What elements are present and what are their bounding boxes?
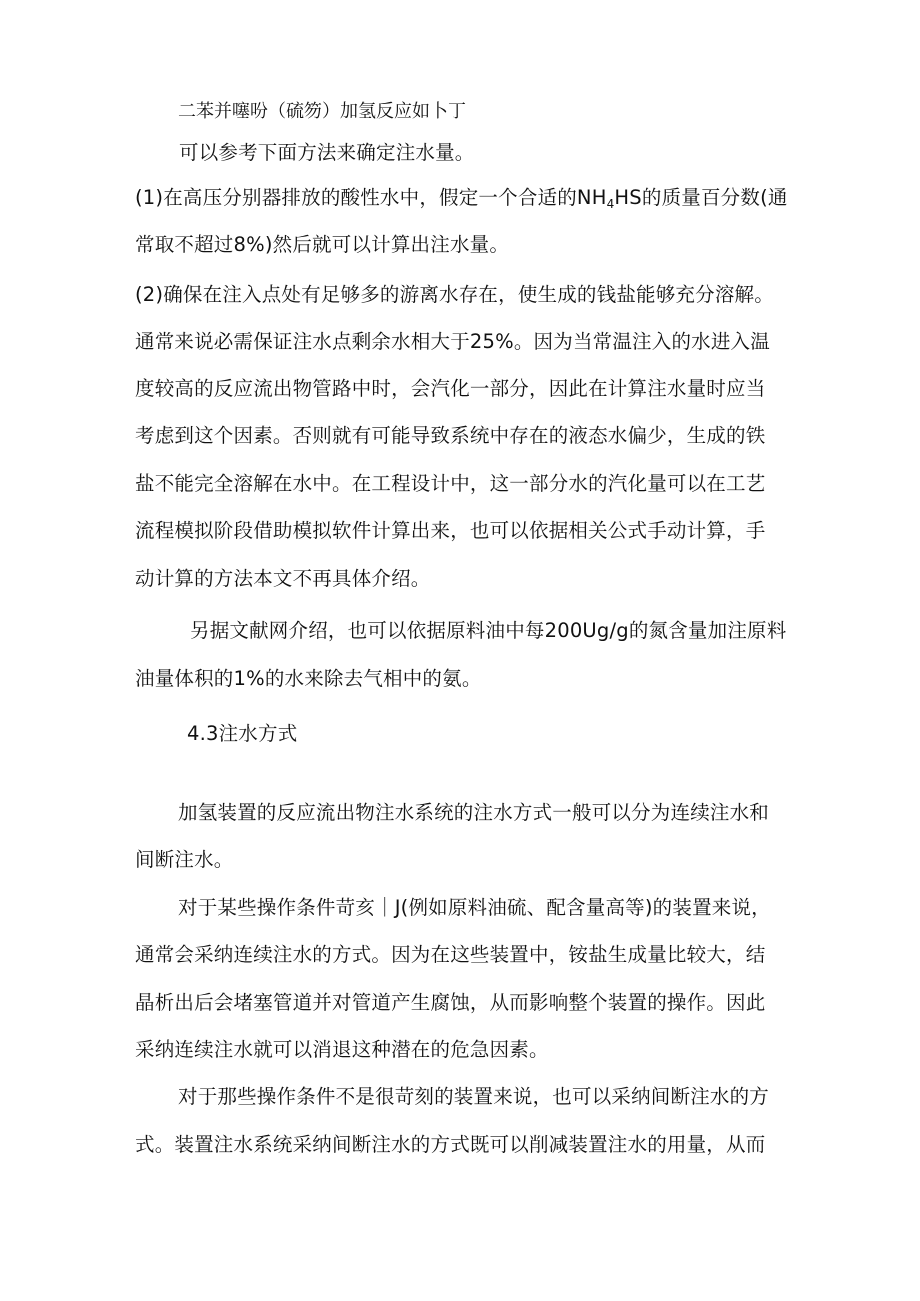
item-1-text-b: HS的质量百分数(通 [614,186,788,209]
section-heading: 4.3注水方式 [187,722,298,745]
ammonia-para-line-2: 油量体积的1%的水来除去气相中的氨。 [135,667,482,690]
item-2-line-6: 流程模拟阶段借助模拟软件计算出来，也可以依据相关公式手动计算，手 [135,519,766,542]
reaction-caption: 二苯并噻吩（硫笏）加氢反应如卜丁 [178,101,466,122]
item-2-line-5: 盐不能完全溶解在水中。在工程设计中，这一部分水的汽化量可以在工艺 [135,472,766,495]
continuous-para-line-4: 采纳连续注水就可以消退这种潜在的危急因素。 [135,1038,549,1061]
item-2-line-1: (2)确保在注入点处有足够多的游离水存在，使生成的钱盐能够充分溶解。 [135,283,774,306]
ammonia-para-line-1: 另据文献网介绍，也可以依据原料油中每200Ug/g的氮含量加注原料 [190,619,787,642]
item-1-line-2: 常取不超过8%)然后就可以计算出注水量。 [135,233,510,256]
continuous-para-line-1: 对于某些操作条件苛亥｜J(例如原料油硫、配含量高等)的装置来说， [178,896,771,919]
item-2-line-3: 度较高的反应流出物管路中时，会汽化一部分，因此在计算注水量时应当 [135,377,766,400]
item-1-line-1 [135,186,788,216]
intermittent-para-line-1: 对于那些操作条件不是很苛刻的装置来说，也可以采纳间断注水的方 [178,1085,770,1108]
intermittent-para-line-2: 式。装置注水系统采纳间断注水的方式既可以削减装置注水的用量，从而 [135,1133,766,1156]
item-1-text-a: (1)在高压分别器排放的酸性水中，假定一个合适的NH [135,186,607,209]
item-2-line-2: 通常来说必需保证注水点剩余水相大于25%。因为当常温注入的水进入温 [135,330,770,353]
continuous-para-line-2: 通常会采纳连续注水的方式。因为在这些装置中，铵盐生成量比较大，结 [135,943,766,966]
item-2-line-7: 动计算的方法本文不再具体介绍。 [135,567,431,590]
item-2-line-4: 考虑到这个因素。否则就有可能导致系统中存在的液态水偏少，生成的铁 [135,424,766,447]
modes-para-line-1: 加氢装置的反应流出物注水系统的注水方式一般可以分为连续注水和 [178,801,770,824]
continuous-para-line-3: 晶析出后会堵塞管道并对管道产生腐蚀，从而影响整个装置的操作。因此 [135,991,766,1014]
ammonium-subscript: 4 [606,197,615,211]
method-intro: 可以参考下面方法来确定注水量。 [179,141,475,164]
modes-para-line-2: 间断注水。 [135,848,234,871]
